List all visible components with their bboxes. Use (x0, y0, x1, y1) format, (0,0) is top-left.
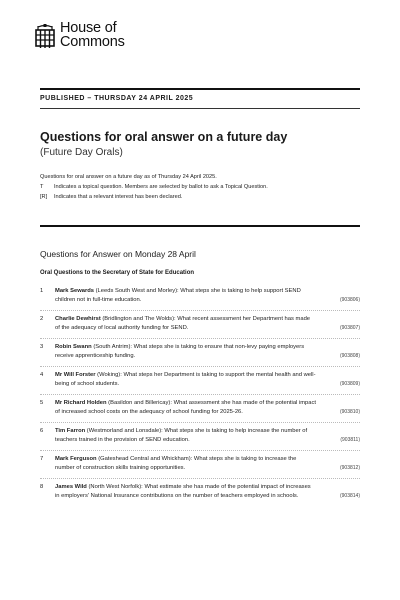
member-name: Mark Ferguson (55, 456, 97, 462)
question-item (40, 371, 360, 389)
member-constituency: (South Antrim): (93, 344, 133, 350)
question-reference: (903810) (339, 409, 360, 415)
logo-line-2: Commons (60, 33, 125, 50)
page-title: Questions for oral answer on a future day (40, 130, 288, 144)
question-separator (40, 422, 360, 423)
member-name: Charlie Dewhirst (55, 316, 101, 322)
question-number: 3 (40, 344, 44, 350)
member-name: Robin Swann (55, 344, 92, 350)
published-date: PUBLISHED – THURSDAY 24 APRIL 2025 (40, 95, 194, 102)
question-separator (40, 394, 360, 395)
question-item (40, 427, 360, 445)
question-text: What steps she is taking to increase the number of construction skills training opportunities. (55, 456, 297, 471)
question-text: What recent assessment her Department has made of the adequacy of local authority funding for SEND. (55, 316, 311, 331)
question-body (55, 455, 360, 473)
sub-heading: Oral Questions to the Secretary of State for Education (40, 270, 195, 276)
question-text: What steps she is taking to help increase the number of teachers trained in the provision of SEND education. (55, 428, 308, 443)
question-separator (40, 450, 360, 451)
member-constituency: (Bridlington and The Wolds): (102, 316, 176, 322)
question-number: 8 (40, 484, 44, 490)
question-number: 2 (40, 316, 44, 322)
question-text: What steps she is taking to help support SEND children not in full-time education. (55, 288, 301, 303)
question-item (40, 287, 360, 305)
question-reference: (903807) (339, 325, 360, 331)
section-heading: Questions for Answer on Monday 28 April (40, 249, 196, 259)
question-body (55, 315, 360, 333)
portcullis-icon (34, 24, 56, 50)
question-number: 1 (40, 288, 44, 294)
question-number: 7 (40, 456, 44, 462)
question-reference: (903809) (339, 381, 360, 387)
member-constituency: (Gateshead Central and Whickham): (98, 456, 193, 462)
intro-key: T (40, 184, 44, 190)
question-text: What steps she is taking to ensure that non-levy paying employers receive apprenticeship funding. (55, 344, 305, 359)
intro-key-row (40, 192, 268, 202)
member-name: Mark Sewards (55, 288, 94, 294)
question-reference: (903806) (339, 297, 360, 303)
member-name: James Wild (55, 484, 87, 490)
member-constituency: (Woking): (97, 372, 122, 378)
question-item (40, 455, 360, 473)
member-name: Mr Richard Holden (55, 400, 107, 406)
question-separator (40, 366, 360, 367)
question-item (40, 343, 360, 361)
house-of-commons-logo (34, 22, 125, 50)
member-name: Tim Farron (55, 428, 86, 434)
question-text: What assessment she has made of the potential impact of increased school costs on the adequacy of school funding for 2025-26. (55, 400, 317, 415)
questions-list (40, 287, 360, 501)
intro-key: [R] (40, 194, 48, 200)
member-constituency: (Leeds South West and Morley): (95, 288, 179, 294)
question-body (55, 427, 360, 445)
question-item (40, 483, 360, 501)
member-constituency: (Basildon and Billericay): (108, 400, 172, 406)
question-separator (40, 310, 360, 311)
member-constituency: (Westmorland and Lonsdale): (86, 428, 163, 434)
section-divider (40, 225, 360, 227)
question-body (55, 287, 360, 305)
question-body (55, 371, 360, 389)
question-separator (40, 478, 360, 479)
question-body (55, 483, 360, 501)
intro-key-row (40, 182, 268, 192)
question-text: What steps her Department is taking to support the mental health and well-being of school students. (55, 372, 316, 387)
question-reference: (903808) (339, 353, 360, 359)
intro-key-text: Indicates that a relevant interest has been declared. (54, 194, 183, 200)
member-constituency: (North West Norfolk): (88, 484, 143, 490)
question-item (40, 399, 360, 417)
question-number: 5 (40, 400, 44, 406)
published-bottom-rule (40, 108, 360, 109)
question-text: What estimate she has made of the potential impact of increases in employers' National Insurance contributions on the number of teachers employed in schools. (55, 484, 311, 499)
question-reference: (903814) (339, 493, 360, 499)
question-body (55, 399, 360, 417)
question-body (55, 343, 360, 361)
intro-key-text: Indicates a topical question. Members are selected by ballot to ask a Topical Question. (54, 184, 268, 190)
published-top-rule (40, 88, 360, 90)
member-name: Mr Will Forster (55, 372, 96, 378)
question-item (40, 315, 360, 333)
question-number: 6 (40, 428, 44, 434)
question-reference: (903811) (340, 437, 360, 443)
logo-line-1: House of (60, 20, 117, 36)
question-number: 4 (40, 372, 44, 378)
question-reference: (903812) (339, 465, 360, 471)
page-subtitle: (Future Day Orals) (40, 147, 123, 158)
intro-line: Questions for oral answer on a future day as of Thursday 24 April 2025. (40, 174, 217, 180)
question-separator (40, 338, 360, 339)
intro-block (40, 172, 268, 202)
